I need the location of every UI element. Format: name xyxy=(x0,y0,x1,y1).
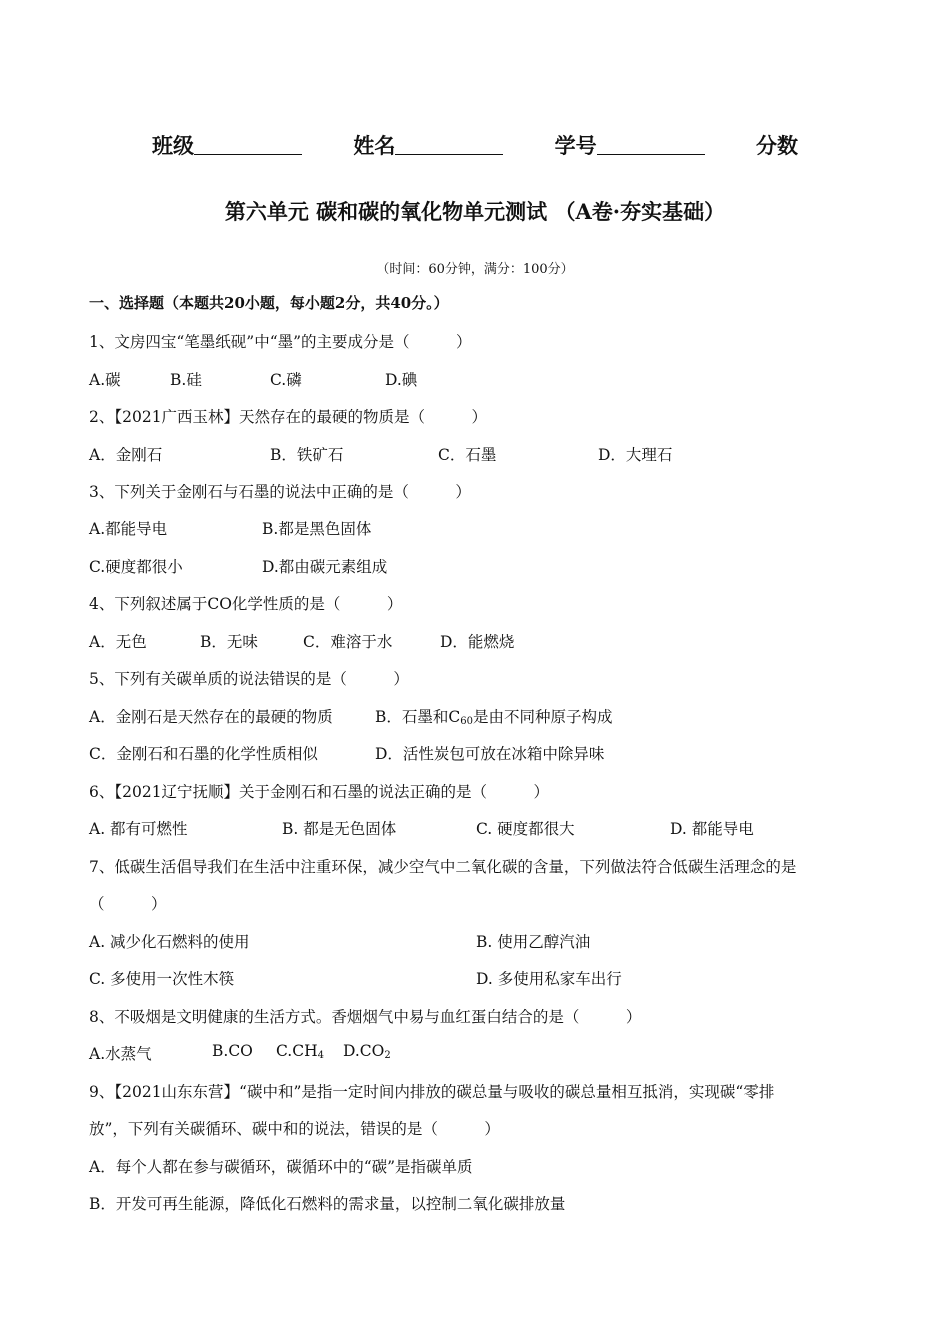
question-3-option-a[interactable]: A.都能导电 xyxy=(89,520,168,538)
question-9-option-b[interactable]: B．开发可再生能源，降低化石燃料的需求量，以控制二氧化碳排放量 xyxy=(89,1195,566,1213)
question-6-option-b[interactable]: B. 都是无色固体 xyxy=(282,820,397,838)
question-4-option-b[interactable]: B．无味 xyxy=(200,633,258,651)
question-5-option-b-subscript: 60 xyxy=(460,716,473,727)
question-1-option-a[interactable]: A.碳 xyxy=(89,371,121,389)
question-8-option-d-subscript: 2 xyxy=(384,1050,391,1061)
question-6-stem: 6、【2021辽宁抚顺】关于金刚石和石墨的说法正确的是（ ） xyxy=(89,783,550,801)
question-8-option-c-text: C.CH xyxy=(276,1042,318,1060)
question-8-option-d[interactable] xyxy=(343,1042,391,1061)
question-9-stem-cont: 放”，下列有关碳循环、碳中和的说法，错误的是（ ） xyxy=(89,1120,500,1138)
question-6-option-c[interactable]: C. 硬度都很大 xyxy=(476,820,575,838)
question-7-option-d[interactable]: D. 多使用私家车出行 xyxy=(476,970,622,988)
question-6-option-a[interactable]: A. 都有可燃性 xyxy=(89,820,188,838)
question-2-option-b[interactable]: B．铁矿石 xyxy=(270,446,344,464)
question-1-option-c[interactable]: C.磷 xyxy=(270,371,302,389)
question-4-option-d[interactable]: D．能燃烧 xyxy=(440,633,515,651)
question-3-option-d[interactable]: D.都由碳元素组成 xyxy=(262,558,388,576)
section-heading: 一、选择题（本题共20小题，每小题2分，共40分。） xyxy=(89,294,449,312)
page-title: 第六单元 碳和碳的氧化物单元测试 （A卷·夯实基础） xyxy=(224,199,726,224)
question-8-option-d-text: D.CO xyxy=(343,1042,385,1060)
score-label: 分数 xyxy=(755,133,798,158)
question-5-option-b-text-end: 是由不同种原子构成 xyxy=(473,708,613,726)
class-field xyxy=(152,133,302,158)
id-blank[interactable] xyxy=(597,134,705,155)
question-5-option-b-text: B．石墨和C xyxy=(375,708,461,726)
question-9-stem: 9、【2021山东东营】“碳中和”是指一定时间内排放的碳总量与吸收的碳总量相互抵消，实现碳“零排 xyxy=(89,1083,775,1101)
question-3-stem: 3、下列关于金刚石与石墨的说法中正确的是（ ） xyxy=(89,483,471,501)
question-4-option-c[interactable]: C．难溶于水 xyxy=(303,633,393,651)
question-6-option-d[interactable]: D. 都能导电 xyxy=(670,820,754,838)
score-field xyxy=(756,133,798,158)
question-4-option-a[interactable]: A．无色 xyxy=(89,633,147,651)
question-7-stem: 7、低碳生活倡导我们在生活中注重环保，减少空气中二氧化碳的含量，下列做法符合低碳生活理念的是 xyxy=(89,858,797,876)
question-2-option-d[interactable]: D．大理石 xyxy=(598,446,673,464)
question-1-option-b[interactable]: B.硅 xyxy=(170,371,202,389)
name-label: 姓名 xyxy=(353,133,396,158)
question-8-option-c-subscript: 4 xyxy=(317,1050,324,1061)
question-8-option-c[interactable] xyxy=(276,1042,324,1061)
question-2-option-c[interactable]: C．石墨 xyxy=(438,446,497,464)
question-9-option-a[interactable]: A．每个人都在参与碳循环，碳循环中的“碳”是指碳单质 xyxy=(89,1158,473,1176)
class-blank[interactable] xyxy=(194,134,302,155)
question-8-stem: 8、不吸烟是文明健康的生活方式。香烟烟气中易与血红蛋白结合的是（ ） xyxy=(89,1008,642,1026)
question-2-option-a[interactable]: A．金刚石 xyxy=(89,446,163,464)
time-info: （时间：60分钟，满分：100分） xyxy=(376,262,574,277)
question-4-stem: 4、下列叙述属于CO化学性质的是（ ） xyxy=(89,595,403,613)
class-label: 班级 xyxy=(152,133,195,158)
question-5-option-a[interactable]: A．金刚石是天然存在的最硬的物质 xyxy=(89,708,333,726)
name-field xyxy=(353,133,503,158)
question-7-option-a[interactable]: A. 减少化石燃料的使用 xyxy=(89,933,250,951)
id-label: 学号 xyxy=(554,133,597,158)
question-1-option-d[interactable]: D.碘 xyxy=(385,371,418,389)
question-5-option-c[interactable]: C．金刚石和石墨的化学性质相似 xyxy=(89,745,318,763)
question-1-stem: 1、文房四宝“笔墨纸砚”中“墨”的主要成分是（ ） xyxy=(89,333,472,351)
question-8-option-a[interactable]: A.水蒸气 xyxy=(89,1045,152,1063)
question-7-stem-cont: （ ） xyxy=(89,895,167,913)
question-2-stem: 2、【2021广西玉林】天然存在的最硬的物质是（ ） xyxy=(89,408,488,426)
question-3-option-c[interactable]: C.硬度都很小 xyxy=(89,558,183,576)
question-5-option-b[interactable] xyxy=(375,705,613,727)
question-5-option-d[interactable]: D．活性炭包可放在冰箱中除异味 xyxy=(375,745,605,763)
question-7-option-c[interactable]: C. 多使用一次性木筷 xyxy=(89,970,235,988)
student-info-header xyxy=(0,130,950,160)
name-blank[interactable] xyxy=(395,134,503,155)
question-3-option-b[interactable]: B.都是黑色固体 xyxy=(262,520,372,538)
question-5-stem: 5、下列有关碳单质的说法错误的是（ ） xyxy=(89,670,409,688)
id-field xyxy=(555,133,705,158)
question-8-option-b[interactable]: B.CO xyxy=(212,1042,253,1060)
question-7-option-b[interactable]: B. 使用乙醇汽油 xyxy=(476,933,591,951)
